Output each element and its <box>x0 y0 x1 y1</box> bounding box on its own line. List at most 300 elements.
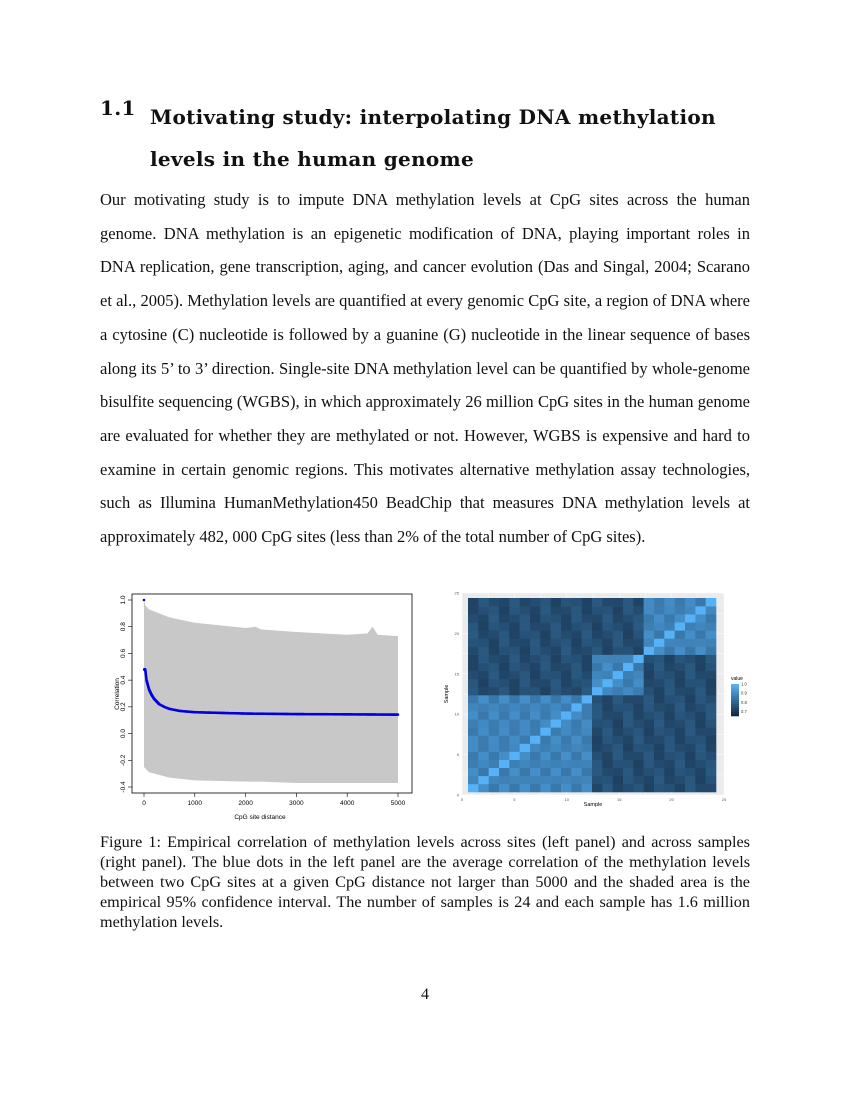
heatmap-cell <box>468 655 479 663</box>
heatmap-cell <box>706 727 717 735</box>
heatmap-cell <box>706 622 717 630</box>
heatmap-cell <box>654 744 665 752</box>
heatmap-cell <box>540 727 551 735</box>
heatmap-cell <box>468 671 479 679</box>
heatmap-cell <box>499 719 510 727</box>
heatmap-cell <box>602 760 613 768</box>
heatmap-cell <box>499 711 510 719</box>
heatmap-cell <box>520 784 531 792</box>
heatmap-cell <box>623 744 634 752</box>
heatmap-cell <box>520 744 531 752</box>
heatmap-cell <box>499 671 510 679</box>
heatmap-cell <box>540 663 551 671</box>
heatmap-cell <box>551 784 562 792</box>
heatmap-cell <box>623 663 634 671</box>
heatmap-cell <box>633 727 644 735</box>
heatmap-cell <box>530 711 541 719</box>
heatmap-cell <box>706 614 717 622</box>
heatmap-cell <box>644 760 655 768</box>
heatmap-cell <box>664 727 675 735</box>
heatmap-cell <box>520 614 531 622</box>
legend-title: value <box>731 676 743 682</box>
heatmap-cell <box>654 622 665 630</box>
heatmap-cell <box>664 776 675 784</box>
heatmap-cell <box>664 695 675 703</box>
heatmap-cell <box>489 735 500 743</box>
heatmap-cell <box>644 638 655 646</box>
heatmap-cell <box>478 752 489 760</box>
heatmap-cell <box>540 671 551 679</box>
legend-swatch <box>731 712 739 714</box>
heatmap-cell <box>623 622 634 630</box>
heatmap-cell <box>685 671 696 679</box>
heatmap-cell <box>644 703 655 711</box>
heatmap-cell <box>675 606 686 614</box>
heatmap-cell <box>520 630 531 638</box>
heatmap-cell <box>561 671 572 679</box>
heatmap-cell <box>509 727 520 735</box>
heatmap-cell <box>664 614 675 622</box>
heatmap-cell <box>571 744 582 752</box>
heatmap-cell <box>571 655 582 663</box>
heatmap-cell <box>675 655 686 663</box>
heatmap-cell <box>706 703 717 711</box>
heatmap-cell <box>509 752 520 760</box>
heatmap-cell <box>675 744 686 752</box>
heatmap-cell <box>613 663 624 671</box>
heatmap-cell <box>633 671 644 679</box>
heatmap-cell <box>695 606 706 614</box>
heatmap-cell <box>468 711 479 719</box>
heatmap-cell <box>685 719 696 727</box>
heatmap-cell <box>582 768 593 776</box>
heatmap-cell <box>499 679 510 687</box>
heatmap-cell <box>602 695 613 703</box>
x-tick-label: 20 <box>669 797 674 802</box>
heatmap-cell <box>675 647 686 655</box>
legend-swatch <box>731 696 739 698</box>
heatmap-cell <box>695 638 706 646</box>
heatmap-cell <box>478 614 489 622</box>
heatmap-cell <box>644 614 655 622</box>
heatmap-cell <box>561 638 572 646</box>
heatmap-cell <box>654 695 665 703</box>
heatmap-cell <box>602 784 613 792</box>
heatmap-cell <box>551 703 562 711</box>
y-tick-label: 5 <box>456 752 459 758</box>
heatmap-cell <box>602 606 613 614</box>
heatmap-cell <box>623 776 634 784</box>
heatmap-cell <box>695 622 706 630</box>
heatmap-cell <box>571 784 582 792</box>
heatmap-cell <box>664 784 675 792</box>
heatmap-cell <box>499 638 510 646</box>
figure-caption: Figure 1: Empirical correlation of methylation levels across sites (left panel) and across samples (right panel). The blue dots in the left panel are the average correlation of the methylation levels between two CpG sites at a given CpG distance not larger than 5000 and the shaded area is the empirical 95% confidence interval. The number of samples is 24 and each sample has 1.6 million methylation levels. <box>100 833 750 931</box>
heatmap-cell <box>530 655 541 663</box>
heatmap-cell <box>582 622 593 630</box>
heatmap-cell <box>644 727 655 735</box>
heatmap-cell <box>613 622 624 630</box>
heatmap-cell <box>602 727 613 735</box>
heatmap-cell <box>664 768 675 776</box>
heatmap-cell <box>530 679 541 687</box>
heatmap-cell <box>530 768 541 776</box>
heatmap-cell <box>602 719 613 727</box>
heatmap-cell <box>706 776 717 784</box>
heatmap-cell <box>644 622 655 630</box>
heatmap-cell <box>468 630 479 638</box>
heatmap-cell <box>592 614 603 622</box>
heatmap-cell <box>468 768 479 776</box>
heatmap-cell <box>644 647 655 655</box>
heatmap-cell <box>685 655 696 663</box>
heatmap-cell <box>478 776 489 784</box>
heatmap-cell <box>571 695 582 703</box>
heatmap-cell <box>623 638 634 646</box>
heatmap-cell <box>613 703 624 711</box>
heatmap-cell <box>664 647 675 655</box>
heatmap-cell <box>675 776 686 784</box>
heatmap-cell <box>633 695 644 703</box>
heatmap-cell <box>644 687 655 695</box>
heatmap-cell <box>706 768 717 776</box>
heatmap-cell <box>695 614 706 622</box>
heatmap-cell <box>530 744 541 752</box>
heatmap-cell <box>468 735 479 743</box>
heatmap-cell <box>654 671 665 679</box>
heatmap-cell <box>551 655 562 663</box>
heatmap-cell <box>654 760 665 768</box>
heatmap-cell <box>499 606 510 614</box>
heatmap-cell <box>468 638 479 646</box>
heatmap-cell <box>520 679 531 687</box>
heatmap-cell <box>489 768 500 776</box>
heatmap-cell <box>489 647 500 655</box>
heatmap-cell <box>613 760 624 768</box>
heatmap-cell <box>644 679 655 687</box>
heatmap-cell <box>675 703 686 711</box>
heatmap-cell <box>685 687 696 695</box>
heatmap-cell <box>468 647 479 655</box>
heatmap-cell <box>561 784 572 792</box>
heatmap-cell <box>478 735 489 743</box>
heatmap-cell <box>675 752 686 760</box>
heatmap-cell <box>509 598 520 606</box>
heatmap-cell <box>685 735 696 743</box>
y-tick-label: 0 <box>456 792 459 798</box>
heatmap-cell <box>592 622 603 630</box>
y-tick-label: 10 <box>454 711 459 717</box>
heatmap-cell <box>706 671 717 679</box>
heatmap-cell <box>633 630 644 638</box>
heatmap-cell <box>685 695 696 703</box>
heatmap-cell <box>561 655 572 663</box>
heatmap-cell <box>706 711 717 719</box>
heatmap-cell <box>561 744 572 752</box>
heatmap-cell <box>582 784 593 792</box>
heatmap-cell <box>520 768 531 776</box>
heatmap-cell <box>695 671 706 679</box>
heatmap-cell <box>520 735 531 743</box>
heatmap-cell <box>633 622 644 630</box>
heatmap-cell <box>685 711 696 719</box>
heatmap-cell <box>664 598 675 606</box>
heatmap-cell <box>592 630 603 638</box>
y-tick-label: -0.2 <box>120 754 127 766</box>
heatmap-cell <box>623 655 634 663</box>
heatmap-cell <box>675 711 686 719</box>
heatmap-cell <box>468 752 479 760</box>
heatmap-cell <box>602 752 613 760</box>
heatmap-cell <box>623 752 634 760</box>
heatmap-cell <box>530 598 541 606</box>
heatmap-cell <box>644 719 655 727</box>
heatmap-cell <box>551 606 562 614</box>
heatmap-cell <box>540 622 551 630</box>
heatmap-cell <box>695 784 706 792</box>
heatmap-cell <box>499 647 510 655</box>
heatmap-cell <box>644 735 655 743</box>
heatmap-cell <box>520 655 531 663</box>
heatmap-cell <box>489 744 500 752</box>
heatmap-cell <box>582 598 593 606</box>
heatmap-cell <box>551 768 562 776</box>
heatmap-cell <box>520 695 531 703</box>
heatmap-cell <box>478 630 489 638</box>
heatmap-cell <box>489 663 500 671</box>
heatmap-cell <box>520 622 531 630</box>
legend-swatch <box>731 694 739 696</box>
heatmap-cell <box>468 776 479 784</box>
heatmap-cell <box>685 760 696 768</box>
heatmap-cell <box>602 622 613 630</box>
heatmap-cell <box>602 703 613 711</box>
heatmap-cell <box>540 606 551 614</box>
heatmap-cell <box>592 760 603 768</box>
heatmap-cell <box>602 744 613 752</box>
heatmap-cell <box>613 638 624 646</box>
x-tick-label: 1000 <box>187 800 203 807</box>
heatmap-cell <box>623 719 634 727</box>
heatmap-cell <box>592 638 603 646</box>
heatmap-cell <box>695 735 706 743</box>
heatmap-cell <box>530 687 541 695</box>
heatmap-cell <box>571 671 582 679</box>
heatmap-cell <box>685 679 696 687</box>
heatmap-cell <box>592 663 603 671</box>
heatmap-cell <box>540 679 551 687</box>
heatmap-cell <box>530 614 541 622</box>
heatmap-cell <box>695 711 706 719</box>
y-tick-label: 20 <box>454 630 459 636</box>
heatmap-cell <box>520 776 531 784</box>
heatmap-cell <box>654 752 665 760</box>
heatmap-cell <box>695 703 706 711</box>
y-axis-label: Sample <box>444 684 450 704</box>
x-tick-label: 15 <box>616 797 622 802</box>
heatmap-cell <box>654 727 665 735</box>
heatmap-cell <box>633 768 644 776</box>
heatmap-cell <box>644 744 655 752</box>
heatmap-cell <box>489 671 500 679</box>
heatmap-cell <box>675 598 686 606</box>
heatmap-cell <box>540 614 551 622</box>
legend-tick-label: 0.9 <box>741 690 747 696</box>
heatmap-cell <box>602 671 613 679</box>
heatmap-cell <box>654 735 665 743</box>
heatmap-cell <box>602 663 613 671</box>
heatmap-cell <box>706 695 717 703</box>
heatmap-cell <box>489 727 500 735</box>
y-tick-label: 15 <box>454 671 459 677</box>
heatmap-cell <box>695 687 706 695</box>
heatmap-cell <box>633 687 644 695</box>
legend-swatch <box>731 686 739 688</box>
heatmap-cell <box>623 760 634 768</box>
heatmap-cell <box>499 703 510 711</box>
heatmap-cell <box>654 630 665 638</box>
heatmap-cell <box>520 647 531 655</box>
heatmap-cell <box>551 671 562 679</box>
heatmap-cell <box>468 622 479 630</box>
heatmap-cell <box>540 760 551 768</box>
y-tick-label: 0.0 <box>120 729 127 739</box>
heatmap-cell <box>685 727 696 735</box>
heatmap-cell <box>695 695 706 703</box>
heatmap-cell <box>613 784 624 792</box>
heatmap-cell <box>551 687 562 695</box>
heatmap-cell <box>654 663 665 671</box>
y-tick-label: 25 <box>454 590 459 596</box>
heatmap-cell <box>489 630 500 638</box>
heatmap-cell <box>633 598 644 606</box>
heatmap-cell <box>654 719 665 727</box>
legend-swatch <box>731 692 739 694</box>
heatmap-cell <box>540 630 551 638</box>
heatmap-cell <box>489 752 500 760</box>
heatmap-cell <box>633 647 644 655</box>
heatmap-cell <box>551 614 562 622</box>
heatmap-cell <box>509 647 520 655</box>
heatmap-cell <box>675 735 686 743</box>
heatmap-cell <box>613 630 624 638</box>
heatmap-cell <box>664 687 675 695</box>
heatmap-cell <box>582 614 593 622</box>
legend-swatch <box>731 708 739 710</box>
heatmap-cell <box>530 695 541 703</box>
x-tick-label: 0 <box>142 800 146 807</box>
legend-swatch <box>731 704 739 706</box>
heatmap-cell <box>623 606 634 614</box>
heatmap-cell <box>499 687 510 695</box>
heatmap-cell <box>654 614 665 622</box>
heatmap-cell <box>489 679 500 687</box>
heatmap-cell <box>685 630 696 638</box>
legend-tick-label: 0.7 <box>741 708 747 714</box>
heatmap-cell <box>561 687 572 695</box>
heatmap-cell <box>654 784 665 792</box>
heatmap-cell <box>623 695 634 703</box>
heatmap-cell <box>675 663 686 671</box>
x-axis-label: Sample <box>583 802 603 808</box>
heatmap-cell <box>602 598 613 606</box>
heatmap-cell <box>644 663 655 671</box>
x-tick-label: 10 <box>564 797 570 802</box>
heatmap-cell <box>706 655 717 663</box>
heatmap-cell <box>468 606 479 614</box>
heatmap-cell <box>695 760 706 768</box>
heatmap-cell <box>582 663 593 671</box>
heatmap-cell <box>540 768 551 776</box>
heatmap-cell <box>633 638 644 646</box>
correlation-distance-chart <box>112 590 417 826</box>
heatmap-cell <box>592 606 603 614</box>
heatmap-cell <box>499 622 510 630</box>
heatmap-cell <box>633 606 644 614</box>
heatmap-cell <box>530 776 541 784</box>
heatmap-cell <box>551 695 562 703</box>
heatmap-cell <box>613 768 624 776</box>
heatmap-cell <box>633 744 644 752</box>
heatmap-cell <box>675 768 686 776</box>
sample-correlation-heatmap <box>440 590 758 808</box>
x-tick-label: 0 <box>460 797 464 802</box>
heatmap-cell <box>468 598 479 606</box>
heatmap-cell <box>509 776 520 784</box>
heatmap-cell <box>520 752 531 760</box>
heatmap-cell <box>540 638 551 646</box>
heatmap-cell <box>633 703 644 711</box>
heatmap-cell <box>478 719 489 727</box>
heatmap-cell <box>561 630 572 638</box>
heatmap-cell <box>561 768 572 776</box>
heatmap-cell <box>509 695 520 703</box>
heatmap-cell <box>478 784 489 792</box>
heatmap-cell <box>530 630 541 638</box>
x-tick-label: 5 <box>513 797 516 802</box>
heatmap-cell <box>561 598 572 606</box>
heatmap-cell <box>468 719 479 727</box>
heatmap-cell <box>582 679 593 687</box>
heatmap-cell <box>478 703 489 711</box>
heatmap-cell <box>613 719 624 727</box>
heatmap-cell <box>582 687 593 695</box>
heatmap-cell <box>561 663 572 671</box>
heatmap-cell <box>633 679 644 687</box>
heatmap-cell <box>551 622 562 630</box>
heatmap-cell <box>664 622 675 630</box>
heatmap-cell <box>499 598 510 606</box>
heatmap-cell <box>468 614 479 622</box>
heatmap-cell <box>654 647 665 655</box>
heatmap-cell <box>571 647 582 655</box>
heatmap-cell <box>499 760 510 768</box>
heatmap-cell <box>499 735 510 743</box>
heatmap-cell <box>478 768 489 776</box>
heatmap-cell <box>644 655 655 663</box>
heatmap-cell <box>644 671 655 679</box>
heatmap-cell <box>571 719 582 727</box>
heatmap-cell <box>675 719 686 727</box>
heatmap-cell <box>706 647 717 655</box>
heatmap-cell <box>499 655 510 663</box>
heatmap-cell <box>509 671 520 679</box>
heatmap-cell <box>478 638 489 646</box>
heatmap-cell <box>613 647 624 655</box>
heatmap-cell <box>561 614 572 622</box>
heatmap-cell <box>582 647 593 655</box>
heatmap-cell <box>468 687 479 695</box>
